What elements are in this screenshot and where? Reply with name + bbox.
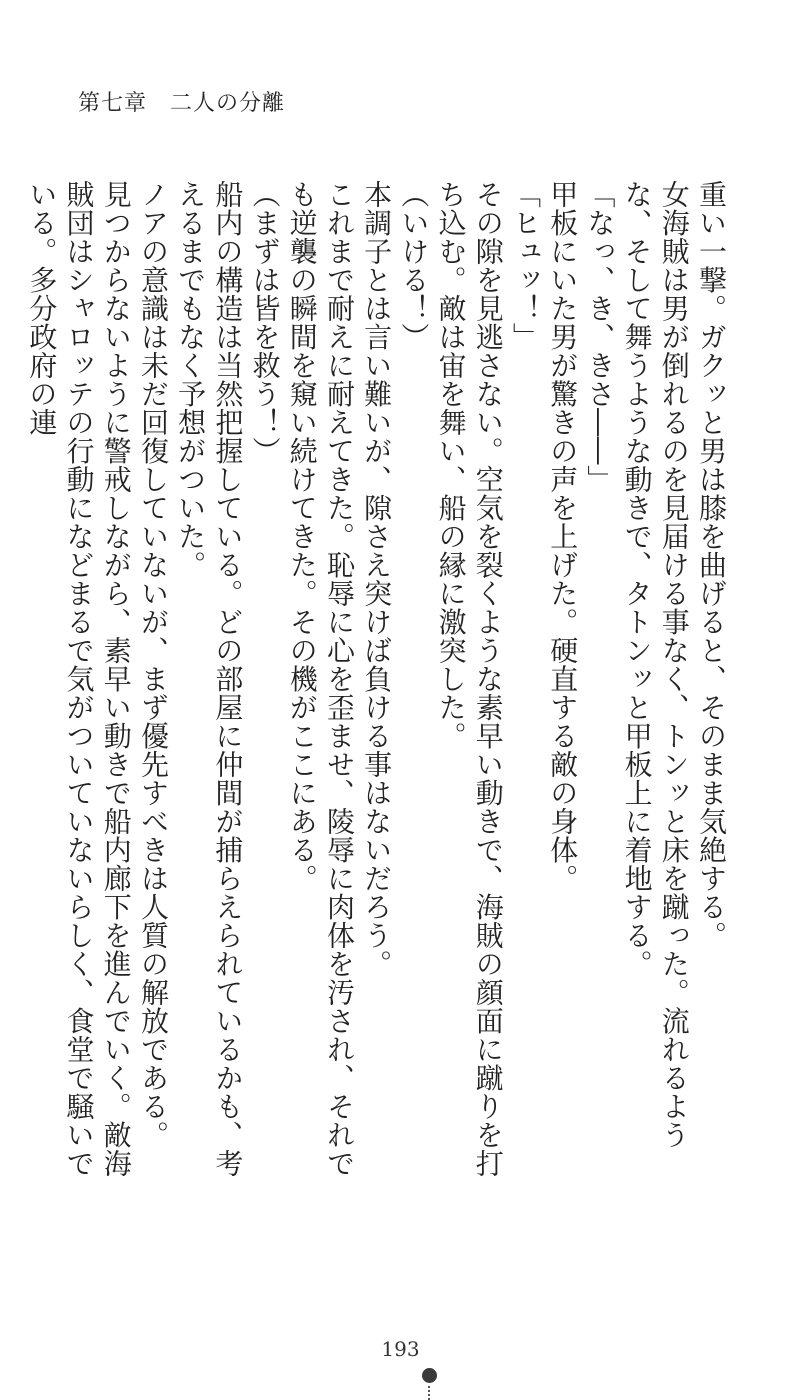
- paragraph: これまで耐えに耐えてきた。恥辱に心を歪ませ、陵辱に肉体を汚され、それでも逆襲の瞬間を窺い続けてきた。その機がここにある。: [285, 180, 356, 1178]
- page-number: 193: [381, 1337, 420, 1361]
- paragraph: 重い一撃。ガクッと男は膝を曲げると、そのまま気絶する。: [695, 180, 728, 950]
- paragraph: 船内の構造は当然把握している。どの部屋に仲間が捕らえられているかも、考えるまでもなく予想がついた。: [174, 180, 245, 1178]
- paragraph: 「なっ、き、きさ――」: [583, 180, 617, 494]
- page-marker-line-icon: [428, 1386, 432, 1400]
- chapter-header: 第七章 二人の分離: [78, 91, 286, 116]
- body-text: [25, 180, 730, 1180]
- paragraph: ノアの意識は未だ回復していないが、まず優先すべきは人質の解放である。: [136, 180, 170, 1149]
- paragraph: （まずは皆を救う！）: [248, 180, 282, 465]
- paragraph: 本調子とは言い難いが、隙さえ突けば負ける事はないだろう。: [360, 180, 394, 978]
- paragraph: その隙を見逃さない。空気を裂くような素早い動きで、海賊の顔面に蹴りを打ち込む。敵は宙を舞い、船の縁に激突した。: [434, 180, 505, 1178]
- paragraph: 女海賊は男が倒れるのを見届ける事なく、トンッと床を蹴った。流れるような、そして舞うような動きで、タトンッと甲板上に着地する。: [620, 180, 691, 1149]
- paragraph: 「ヒュッ！」: [508, 180, 542, 351]
- paragraph: 甲板にいた男が驚きの声を上げた。硬直する敵の身体。: [546, 180, 580, 893]
- page-marker-dot-icon: [422, 1368, 437, 1383]
- paragraph: （いける！）: [397, 180, 431, 351]
- paragraph: 見つからないように警戒しながら、素早い動きで船内廊下を進んでいく。敵海賊団はシャロッテの行動になどまるで気がついていないらしく、食堂で騒いでいる。多分政府の連: [25, 180, 133, 1178]
